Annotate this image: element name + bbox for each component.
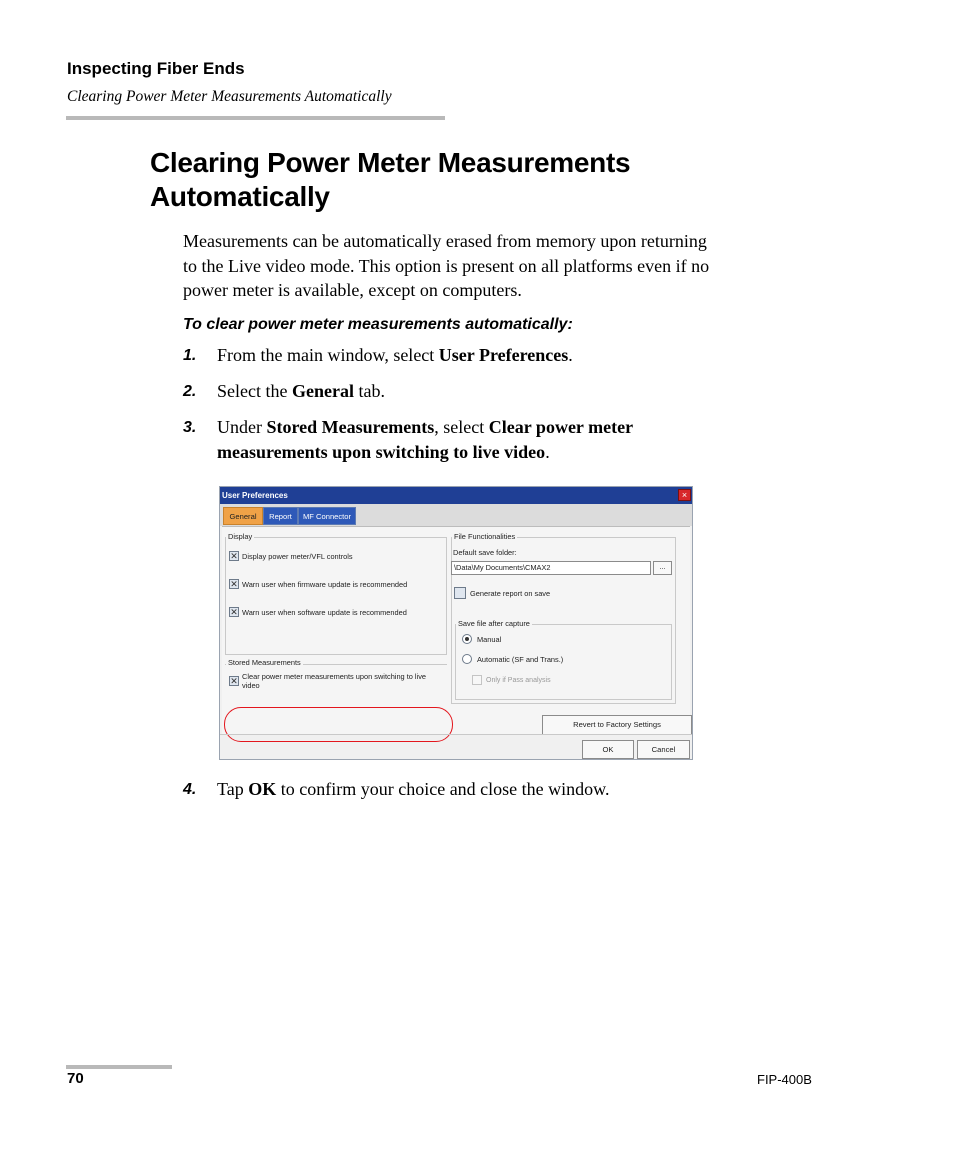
step-number: 4. — [183, 781, 197, 798]
cancel-button[interactable]: Cancel — [637, 740, 690, 759]
warn-firmware-checkbox[interactable]: ✕ — [230, 579, 238, 589]
tab-report[interactable]: Report — [263, 507, 298, 525]
checkbox-label: Clear power meter measurements upon switching to live video — [242, 672, 427, 690]
footer-rule — [66, 1065, 172, 1069]
radio-label: Automatic (SF and Trans.) — [477, 655, 564, 664]
step-number: 1. — [183, 347, 197, 364]
tab-strip — [220, 504, 692, 526]
file-group-label: File Functionalities — [454, 532, 516, 541]
manual-radio[interactable] — [462, 634, 472, 644]
checkbox-label: Warn user when software update is recommended — [242, 608, 407, 617]
display-power-meter-checkbox[interactable]: ✕ — [230, 551, 238, 561]
step-number: 3. — [183, 419, 197, 436]
browse-button[interactable]: ... — [653, 561, 672, 575]
tab-general[interactable]: General — [223, 507, 263, 525]
highlight-circle — [224, 707, 453, 742]
running-header-chapter: Inspecting Fiber Ends — [67, 59, 245, 78]
step-number: 2. — [183, 383, 197, 400]
checkbox-label: Warn user when firmware update is recommended — [242, 580, 408, 589]
page-number: 70 — [67, 1070, 84, 1087]
intro-line: Measurements can be automatically erased from memory upon returning — [183, 231, 707, 251]
generate-report-checkbox[interactable] — [454, 587, 466, 599]
step-text: From the main window, select User Preferences. — [217, 345, 573, 365]
general-tab-panel — [222, 526, 690, 735]
clear-power-meter-checkbox[interactable]: ✕ — [230, 676, 238, 686]
checkbox-label: Display power meter/VFL controls — [242, 552, 353, 561]
product-name: FIP-400B — [757, 1072, 812, 1087]
user-preferences-dialog — [219, 486, 693, 760]
close-icon[interactable]: × — [678, 489, 691, 501]
only-pass-checkbox[interactable] — [472, 675, 482, 685]
checkbox-label: Only if Pass analysis — [486, 677, 551, 684]
header-rule — [66, 116, 445, 120]
intro-line: to the Live video mode. This option is present on all platforms even if no — [183, 255, 710, 276]
save-after-label: Save file after capture — [458, 619, 530, 628]
revert-factory-settings-button[interactable]: Revert to Factory Settings — [542, 715, 692, 735]
stored-group-label: Stored Measurements — [228, 658, 301, 667]
procedure-title: To clear power meter measurements automatically: — [183, 316, 573, 333]
warn-software-checkbox[interactable]: ✕ — [230, 607, 238, 617]
running-header-section: Clearing Power Meter Measurements Automatically — [67, 88, 392, 105]
intro-paragraph — [183, 229, 823, 303]
checkbox-label: Generate report on save — [470, 589, 551, 598]
default-folder-input[interactable]: \Data\My Documents\CMAX2 — [451, 561, 651, 575]
intro-line: power meter is available, except on computers. — [183, 280, 522, 300]
dialog-title-bar: User Preferences — [220, 487, 692, 504]
step-text: Under Stored Measurements, select Clear power meter measurements upon switching to live video. — [217, 417, 634, 462]
step-text: Select the General tab. — [217, 381, 385, 401]
default-folder-label: Default save folder: — [453, 548, 517, 557]
tab-mf-connector[interactable]: MF Connector — [298, 507, 356, 525]
display-group-label: Display — [228, 532, 253, 541]
step-text: Tap OK to confirm your choice and close the window. — [217, 779, 610, 799]
ok-button[interactable]: OK — [582, 740, 634, 759]
automatic-radio[interactable] — [462, 654, 472, 664]
radio-label: Manual — [477, 635, 502, 644]
page-title: Clearing Power Meter Measurements Automatically — [150, 147, 631, 212]
